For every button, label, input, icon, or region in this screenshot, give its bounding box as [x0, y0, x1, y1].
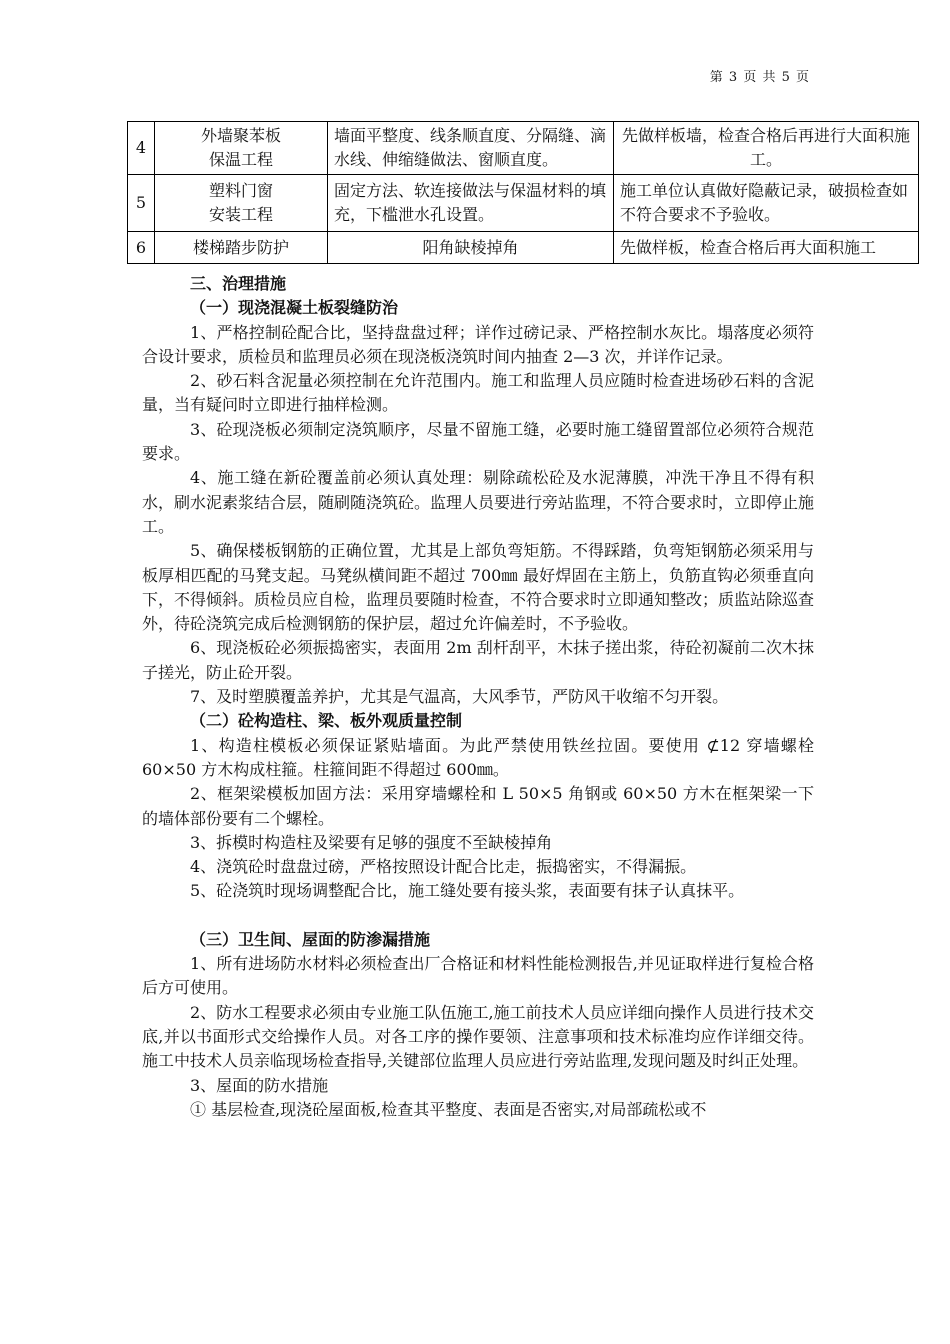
table-row — [128, 122, 919, 175]
row-number: 6 — [128, 232, 155, 264]
table-row — [128, 175, 919, 232]
main-heading: 三、治理措施 — [190, 274, 287, 293]
item-name — [155, 122, 328, 175]
measure-cell: 先做样板，检查合格后再大面积施工 — [614, 232, 919, 264]
section-spacer — [142, 904, 814, 928]
item-name-line: 外墙聚苯板 — [200, 126, 281, 145]
item-name — [155, 175, 328, 232]
paragraph: 2、砂石料含泥量必须控制在允许范围内。施工和监理人员应随时检查进场砂石料的含泥量，当有疑问时立即进行抽样检测。 — [142, 371, 814, 415]
paragraph: 1、构造柱模板必须保证紧贴墙面。为此严禁使用铁丝拉固。要使用 ⊄12 穿墙螺栓 60×50 方木构成柱箍。柱箍间距不得超过 600㎜。 — [142, 735, 814, 779]
quality-control-table — [127, 121, 919, 264]
paragraph: 1、严格控制砼配合比，坚持盘盘过秤；详作过磅记录、严格控制水灰比。塌落度必须符合设计要求，质检员和监理员必须在现浇板浇筑时间内抽查 2—3 次，并详作记录。 — [142, 322, 814, 366]
measure-cell: 施工单位认真做好隐蔽记录，破损检查如不符合要求不予验收。 — [614, 175, 919, 232]
paragraph: 6、现浇板砼必须振捣密实，表面用 2m 刮杆刮平，木抹子搓出浆，待砼初凝前二次木抹子搓光，防止砼开裂。 — [142, 638, 814, 682]
paragraph: 3、拆模时构造柱及梁要有足够的强度不至缺棱掉角 — [190, 832, 553, 852]
row-number: 4 — [128, 122, 155, 175]
paragraph: 5、砼浇筑时现场调整配合比，施工缝处要有接头浆，表面要有抹子认真抹平。 — [190, 881, 745, 901]
paragraph: 1、所有进场防水材料必须检查出厂合格证和材料性能检测报告,并见证取样进行复检合格后方可使用。 — [142, 954, 814, 998]
paragraph: 2、框架梁模板加固方法：采用穿墙螺栓和 L 50×5 角钢或 60×50 方木在框架梁一下的墙体部份要有二个螺栓。 — [142, 784, 814, 828]
document-body — [142, 272, 814, 1122]
requirement-cell: 固定方法、软连接做法与保温材料的填充，下槛泄水孔设置。 — [328, 175, 614, 232]
paragraph: 5、确保楼板钢筋的正确位置，尤其是上部负弯矩筋。不得踩踏，负弯矩钢筋必须采用与板厚相匹配的马凳支起。马凳纵横间距不超过 700㎜ 最好焊固在主筋上，负筋直钩必须垂直向下，不得倾斜。质检员应自检，监理员要随时检查，不符合要求时立即通知整改；质监站除巡查外，待砼浇筑完成后检测钢筋的保护层，超过允许偏差时，不予验收。 — [142, 541, 815, 634]
paragraph: 4、施工缝在新砼覆盖前必须认真处理：剔除疏松砼及水泥薄膜，冲洗干净且不得有积水，刷水泥素浆结合层，随刷随浇筑砼。监理人员要进行旁站监理，不符合要求时，立即停止施工。 — [142, 468, 815, 536]
item-name-line: 楼梯踏步防护 — [192, 237, 289, 257]
item-name-line: 安装工程 — [208, 205, 273, 224]
requirement-cell: 墙面平整度、线条顺直度、分隔缝、滴水线、伸缩缝做法、窗顺直度。 — [328, 122, 614, 175]
paragraph: 2、防水工程要求必须由专业施工队伍施工,施工前技术人员应详细向操作人员进行技术交底,并以书面形式交给操作人员。对各工序的操作要领、注意事项和技术标准均应作详细交待。施工中技术人员亲临现场检查指导,关键部位监理人员应进行旁站监理,发现问题及时纠正处理。 — [142, 1002, 814, 1071]
measure-cell: 先做样板墙，检查合格后再进行大面积施工。 — [614, 122, 919, 175]
item-name-line: 保温工程 — [208, 150, 273, 169]
paragraph: 3、屋面的防水措施 — [190, 1075, 329, 1095]
item-name-line: 塑料门窗 — [208, 181, 273, 200]
item-name — [155, 232, 328, 264]
paragraph: ① 基层检查,现浇砼屋面板,检查其平整度、表面是否密实,对局部疏松或不 — [190, 1099, 707, 1119]
paragraph: 4、浇筑砼时盘盘过磅，严格按照设计配合比走，振捣密实，不得漏振。 — [190, 857, 697, 877]
section-heading-crack-control: （一）现浇混凝土板裂缝防治 — [190, 298, 399, 318]
table-row — [128, 232, 919, 264]
row-number: 5 — [128, 175, 155, 232]
paragraph: 7、及时塑膜覆盖养护，尤其是气温高，大风季节，严防风干收缩不匀开裂。 — [190, 687, 729, 707]
requirement-cell: 阳角缺棱掉角 — [328, 232, 614, 264]
page-number: 第 3 页 共 5 页 — [709, 70, 810, 85]
section-heading-leak-prevention: （三）卫生间、屋面的防渗漏措施 — [190, 929, 431, 949]
section-heading-appearance-quality: （二）砼构造柱、梁、板外观质量控制 — [190, 711, 463, 731]
paragraph: 3、砼现浇板必须制定浇筑顺序，尽量不留施工缝，必要时施工缝留置部位必须符合规范要求。 — [142, 419, 814, 464]
